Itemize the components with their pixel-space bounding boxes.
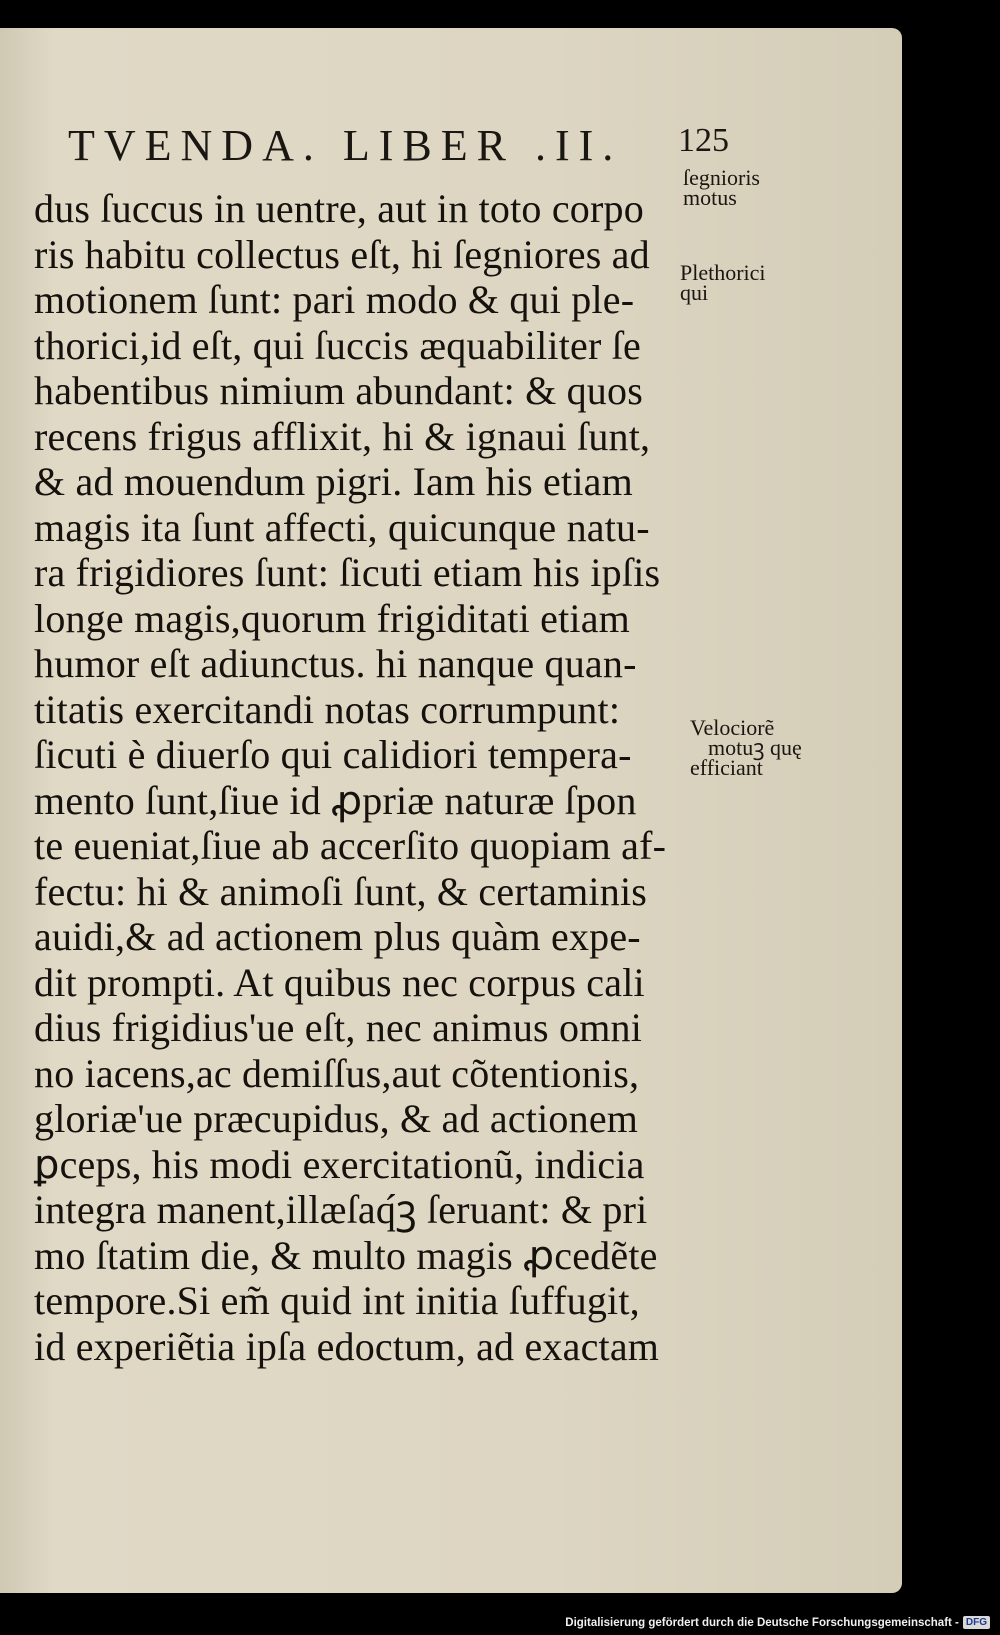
digitization-credit bbox=[565, 1616, 990, 1629]
text-line: fectu: hi & animoſi ſunt, & certaminis bbox=[34, 868, 648, 914]
text-line: gloriæ'ue præcupidus, & ad actionem bbox=[34, 1096, 639, 1141]
margin-note-line: efficiant bbox=[690, 755, 763, 780]
text-line: titatis exercitandi notas corrumpunt: bbox=[34, 686, 621, 732]
dfg-logo: DFG bbox=[963, 1616, 990, 1629]
text-line: habentibus nimium abundant: & quos bbox=[34, 368, 643, 413]
page-number: 125 bbox=[678, 122, 729, 159]
text-line: ꝑceps, his modi exercitationũ, indicia bbox=[34, 1141, 645, 1187]
margin-note bbox=[690, 715, 802, 780]
margin-note-line: ſegnioris bbox=[683, 165, 760, 190]
margin-note bbox=[683, 165, 760, 210]
text-line: mento ſunt,ſiue id ꝓpriæ naturæ ſpon bbox=[34, 777, 637, 823]
margin-note-line: Velociorẽ bbox=[690, 715, 775, 740]
credit-text: Digitalisierung gefördert durch die Deutsche Forschungsgemeinschaft - bbox=[565, 1616, 959, 1629]
text-line: longe magis,quorum frigiditati etiam bbox=[34, 595, 630, 641]
main-text-block bbox=[34, 186, 684, 1369]
margin-note-line: qui bbox=[680, 280, 709, 305]
text-line: auidi,& ad actionem plus quàm expe- bbox=[34, 914, 641, 959]
text-line: dit prompti. At quibus nec corpus cali bbox=[34, 959, 645, 1005]
text-line: ra frigidiores ſunt: ſicuti etiam his ipſis bbox=[34, 550, 661, 595]
text-line: mo ſtatim die, & multo magis ꝓcedẽte bbox=[34, 1232, 658, 1278]
text-line: thorici,id eſt, qui ſuccis æquabiliter ſe bbox=[34, 322, 641, 368]
text-line: dus ſuccus in uentre, aut in toto corpo bbox=[34, 186, 644, 231]
text-line: id experiẽtia ipſa edoctum, ad exactam bbox=[34, 1323, 660, 1369]
running-title: TVENDA. LIBER .II. bbox=[68, 121, 623, 170]
text-line: te eueniat,ſiue ab accerſito quopiam af- bbox=[34, 823, 667, 868]
text-line: motionem ſunt: pari modo & qui ple- bbox=[34, 277, 635, 322]
text-line: recens frigus afflixit, hi & ignaui ſunt, bbox=[34, 413, 651, 459]
book-page bbox=[0, 28, 902, 1593]
text-line: & ad mouendum pigri. Iam his etiam bbox=[34, 459, 633, 504]
text-line: ris habitu collectus eſt, hi ſegniores ad bbox=[34, 231, 650, 277]
text-line: integra manent,illæſaq́ꝫ ſeruant: & pri bbox=[34, 1187, 648, 1232]
margin-note bbox=[680, 260, 766, 305]
text-line: humor eſt adiunctus. hi nanque quan- bbox=[34, 641, 637, 686]
text-line: tempore.Si em̃ quid int initia ſuffugit, bbox=[34, 1278, 640, 1323]
margin-note-line: motus bbox=[683, 185, 737, 210]
running-header bbox=[68, 120, 729, 180]
text-line: magis ita ſunt affecti, quicunque natu- bbox=[34, 504, 650, 550]
margin-note-line: motuꝫ quę bbox=[708, 735, 802, 760]
text-line: dius frigidius'ue eſt, nec animus omni bbox=[34, 1005, 643, 1050]
text-line: no iacens,ac demiſſus,aut cõtentionis, bbox=[34, 1050, 640, 1096]
margin-note-line: Plethorici bbox=[680, 260, 766, 285]
text-line: ſicuti è diuerſo qui calidiori tempera- bbox=[34, 732, 632, 777]
